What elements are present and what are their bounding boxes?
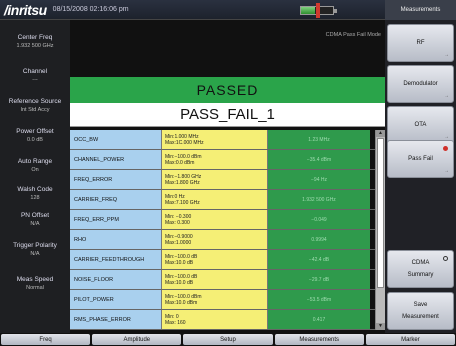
test-name: PASS_FAIL_1 [70,103,385,127]
demodulator-button[interactable]: Demodulator → [387,65,454,103]
param-walsh-code: Walsh Code 128 [17,186,53,201]
param-power-offset: Power Offset 0.0 dB [16,128,54,143]
main-menu-bar [0,333,456,346]
measurement-display [70,20,385,333]
submenu-arrow-icon: → [444,52,449,58]
param-auto-range: Auto Range On [17,158,53,173]
date-time: 08/15/2008 02:16:06 pm [52,6,129,13]
power-plug-icon [316,3,320,18]
marker-button[interactable]: Marker [366,334,455,345]
submenu-arrow-icon: → [444,168,449,174]
amplitude-button[interactable]: Amplitude [92,334,181,345]
ota-button[interactable]: OTA → [387,106,454,144]
battery-icon [300,6,334,15]
parameter-panel [0,20,70,333]
battery-level [301,7,315,14]
title-bar [0,0,385,20]
table-row: RMS_PHASE_ERROR Min: 0 Max: 160 0.417 [70,310,385,330]
setup-button[interactable]: Setup [183,334,272,345]
table-row: CARRIER_FREQ Min:0 Hz Max:7.100 GHz 1.932 500 GHz [70,190,385,210]
pass-fail-button[interactable]: Pass Fail → [387,140,454,178]
table-row: FREQ_ERROR Min:−1.800 GHz Max:1.800 GHz −94 Hz [70,170,385,190]
param-meas-speed: Meas Speed Normal [16,276,54,291]
softkey-menu-title: Measurements [385,0,456,20]
scroll-up-arrow-icon[interactable]: ▲ [376,130,385,137]
cdma-summary-toggle[interactable]: CDMA Summary [387,250,454,288]
table-scrollbar[interactable] [375,130,385,330]
pass-status-banner: PASSED [70,77,385,103]
softkey-panel [385,0,456,333]
submenu-arrow-icon: → [444,93,449,99]
mode-label: CDMA Pass Fail Mode [325,32,381,38]
table-row: PILOT_POWER Min:−100.0 dBm Max:10.0 dBm −53.5 dBm [70,290,385,310]
table-row: RHO Min:−0.9000 Max:1.0000 0.9994 [70,230,385,250]
freq-button[interactable]: Freq [1,334,90,345]
radio-indicator-icon [443,256,448,261]
table-row: CARRIER_FEEDTHROUGH Min:−100.0 dB Max:10.0 dB −42.4 dB [70,250,385,270]
save-measurement-button[interactable]: Save Measurement [387,292,454,330]
table-row: CHANNEL_POWER Min:−100.0 dBm Max:0.0 dBm −35.4 dBm [70,150,385,170]
scroll-down-arrow-icon[interactable]: ▼ [376,323,385,330]
table-row: FREQ_ERR_PPM Min: −0.300 Max: 0.300 −0.049 [70,210,385,230]
param-reference-source: Reference Source Int Std Accy [8,98,62,113]
param-pn-offset: PN Offset N/A [20,212,50,227]
anritsu-logo: /inritsu [4,1,47,18]
active-indicator-icon [443,146,448,151]
scroll-thumb[interactable] [377,138,384,288]
param-trigger-polarity: Trigger Polarity N/A [13,242,57,257]
submenu-arrow-icon: → [444,134,449,140]
table-row: NOISE_FLOOR Min:−100.0 dB Max:10.0 dB −29.7 dB [70,270,385,290]
param-channel: Channel --- [22,68,48,83]
measurements-button[interactable]: Measurements [275,334,364,345]
table-row: OCC_BW Min:1.000 MHz Max:1C.000 MHz 1.23 MHz [70,130,385,150]
pass-fail-table [70,130,385,330]
param-center-freq: Center Freq 1.932 500 GHz [16,34,54,49]
rf-button[interactable]: RF → [387,24,454,62]
